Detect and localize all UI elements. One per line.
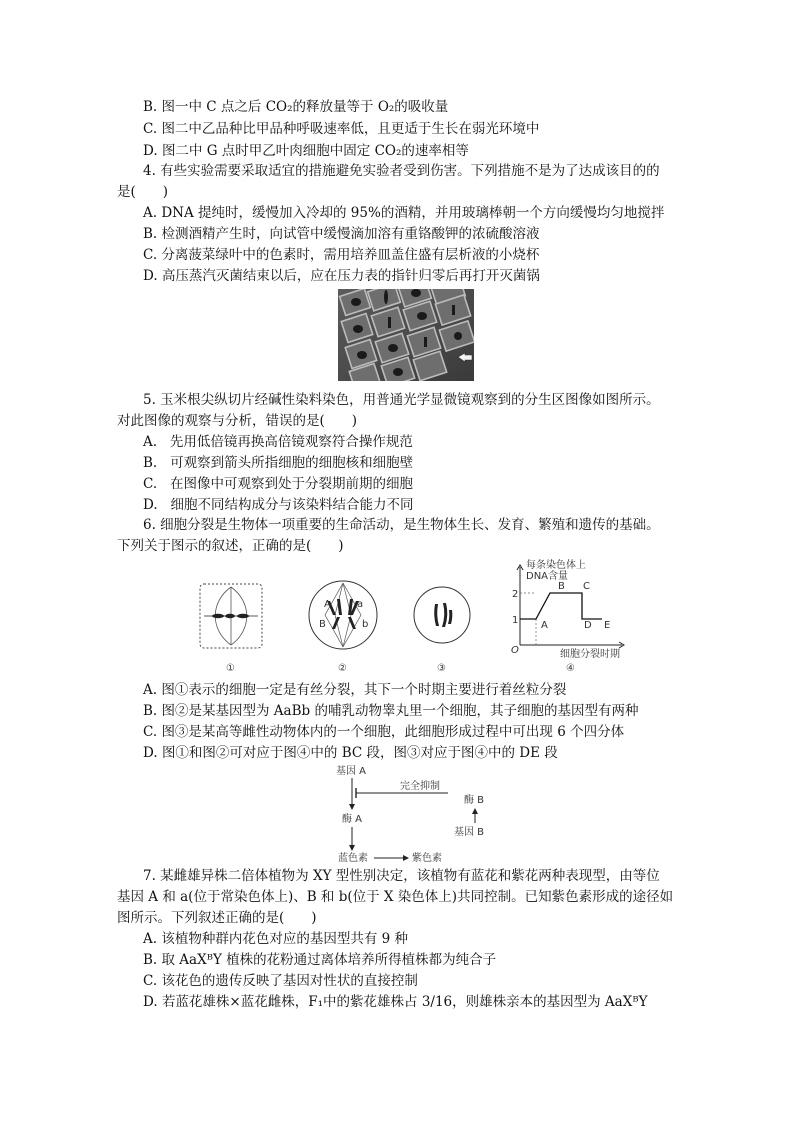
q3-option-d: D. 图二中 G 点时甲乙叶肉细胞中固定 CO₂的速率相等 [143, 143, 469, 159]
chart-point-b: B [558, 581, 565, 592]
q5-option-b: B. 可观察到箭头所指细胞的细胞核和细胞壁 [143, 455, 414, 471]
cell2-letter-b-upper: B [319, 619, 326, 630]
figure-label-4: ④ [566, 663, 575, 674]
pigment-pathway-diagram [330, 763, 500, 867]
cell2-letter-a-lower: a [357, 599, 364, 610]
chart-point-a: A [541, 620, 548, 631]
chart-ytick-1: 1 [512, 615, 519, 626]
q7-stem-line1: 7. 某雌雄异株二倍体植物为 XY 型性别决定，该植物有蓝花和紫花两种表现型，由等位 [143, 868, 660, 884]
chart-point-d: D [584, 620, 592, 631]
micrograph-image [338, 289, 474, 381]
gene-b-label: 基因 B [454, 827, 485, 838]
chart-point-e: E [604, 620, 611, 631]
q7-stem-line2: 基因 A 和 a(位于常染色体上)、B 和 b(位于 X 染色体上)共同控制。已知紫色素形成的途径如 [117, 889, 674, 905]
blue-pigment-label: 蓝色素 [338, 853, 368, 864]
q6-stem-line2: 下列关于图示的叙述，正确的是( ) [117, 538, 344, 554]
chart-ytick-2: 2 [512, 589, 519, 600]
q4-option-b: B. 检测酒精产生时，向试管中缓慢滴加溶有重铬酸钾的浓硫酸溶液 [143, 226, 540, 242]
cell-figure-1 [200, 584, 262, 674]
q5-option-a: A. 先用低倍镜再换高倍镜观察符合操作规范 [143, 434, 413, 450]
q6-stem-line1: 6. 细胞分裂是生物体一项重要的生命活动，是生物体生长、发育、繁殖和遗传的基础。 [143, 517, 660, 533]
chart-ylabel-line1: 每条染色体上 [526, 560, 586, 571]
cell2-letter-b-lower: b [362, 619, 369, 630]
enzyme-b-label: 酶 B [464, 795, 485, 806]
q4-option-c: C. 分离菠菜绿叶中的色素时，需用培养皿盖住盛有层析液的小烧杯 [143, 247, 540, 263]
cell-figure-2 [309, 581, 377, 674]
q7-option-b: B. 取 AaXᴮY 植株的花粉通过离体培养所得植株都为纯合子 [143, 952, 497, 968]
q5-stem-line1: 5. 玉米根尖纵切片经碱性染料染色，用普通光学显微镜观察到的分生区图像如图所示。 [143, 392, 660, 408]
chart-xlabel: 细胞分裂时期 [560, 649, 620, 660]
q7-option-a: A. 该植物种群内花色对应的基因型共有 9 种 [143, 931, 409, 947]
figure-label-1: ① [226, 663, 235, 674]
q6-option-d: D. 图①和图②可对应于图④中的 BC 段，图③对应于图④中的 DE 段 [143, 745, 558, 761]
q7-stem-line3: 图所示。下列叙述正确的是( ) [117, 910, 317, 926]
figure-label-3: ③ [437, 663, 446, 674]
dna-content-chart [511, 558, 624, 674]
q4-stem-line1: 4. 有些实验需要采取适宜的措施避免实验者受到伤害。下列措施不是为了达成该目的的 [143, 163, 660, 179]
q3-option-b: B. 图一中 C 点之后 CO₂的释放量等于 O₂的吸收量 [143, 99, 449, 115]
inhibit-label: 完全抑制 [400, 781, 440, 792]
chart-point-c: C [583, 581, 590, 592]
q4-option-a: A. DNA 提纯时，缓慢加入冷却的 95%的酒精，并用玻璃棒朝一个方向缓慢均匀地搅拌 [143, 205, 665, 221]
figure-label-2: ② [338, 663, 347, 674]
q5-option-d: D. 细胞不同结构成分与该染料结合能力不同 [143, 497, 414, 513]
q5-option-c: C. 在图像中可观察到处于分裂期前期的细胞 [143, 476, 414, 492]
q7-option-c: C. 该花色的遗传反映了基因对性状的直接控制 [143, 973, 418, 989]
q4-stem-line2: 是( ) [117, 184, 169, 200]
cell2-letter-a-upper: A [324, 599, 331, 610]
enzyme-a-label: 酶 A [342, 814, 363, 825]
q5-stem-line2: 对此图像的观察与分析，错误的是( ) [117, 413, 358, 429]
gene-a-label: 基因 A [336, 766, 367, 777]
q4-option-d: D. 高压蒸汽灭菌结束以后，应在压力表的指针归零后再打开灭菌锅 [143, 268, 540, 284]
q7-option-d: D. 若蓝花雄株×蓝花雌株，F₁中的紫花雄株占 3/16，则雄株亲本的基因型为 AaXᴮY [143, 994, 648, 1010]
chart-origin: O [511, 645, 519, 656]
q6-option-b: B. 图②是某基因型为 AaBb 的哺乳动物睾丸里一个细胞，其子细胞的基因型有两种 [143, 703, 639, 719]
cell-division-figures [190, 557, 630, 675]
chart-line [520, 593, 602, 619]
chart-ylabel-line2: DNA含量 [526, 571, 569, 582]
purple-pigment-label: 紫色素 [412, 853, 442, 864]
cell-figure-3 [414, 587, 470, 674]
q6-option-a: A. 图①表示的细胞一定是有丝分裂，其下一个时期主要进行着丝粒分裂 [143, 682, 567, 698]
q6-option-c: C. 图③是某高等雌性动物体内的一个细胞，此细胞形成过程中可出现 6 个四分体 [143, 724, 625, 740]
q3-option-c: C. 图二中乙品种比甲品种呼吸速率低，且更适于生长在弱光环境中 [143, 121, 540, 137]
